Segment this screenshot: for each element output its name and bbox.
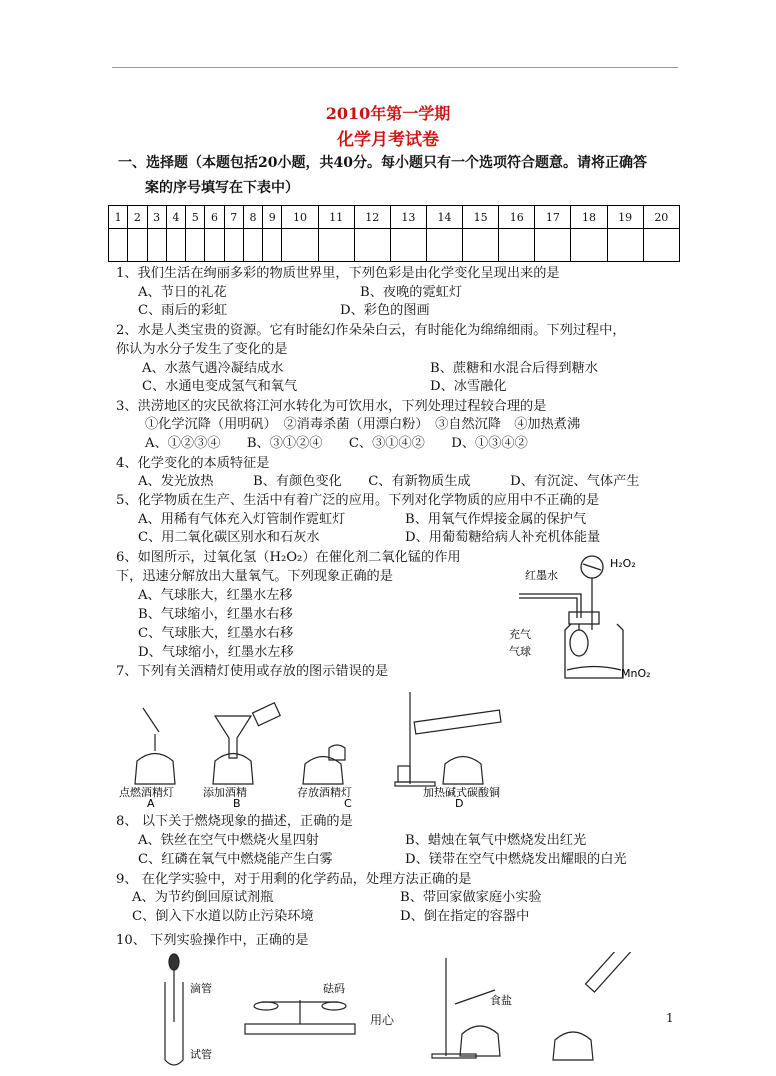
dropper-bulb-shape	[169, 954, 179, 970]
answer-number-cell: 6	[205, 206, 224, 229]
q3-stem: 3、洪涝地区的灾民欲将江河水转化为可饮用水，下列处理过程较合理的是	[116, 399, 547, 414]
answer-blank-cell[interactable]	[499, 229, 535, 262]
funnel-shape	[215, 716, 251, 758]
header-rule	[112, 67, 678, 68]
q2-option-d: D、冰雪融化	[430, 379, 507, 394]
q2-stem-2: 你认为水分子发生了变化的是	[116, 342, 288, 357]
answer-number-cell: 19	[607, 206, 643, 229]
answer-blank-cell[interactable]	[128, 229, 147, 262]
q1-option-b: B、夜晚的霓虹灯	[360, 285, 463, 300]
stopper-shape	[569, 612, 599, 624]
answer-table-blank-row	[109, 229, 680, 262]
fig10-label-sample: 食盐	[490, 994, 512, 1007]
fig6-label-h2o2: H₂O₂	[610, 557, 636, 570]
fig7-caption-a: 点燃酒精灯	[119, 786, 174, 799]
answer-blank-cell[interactable]	[643, 229, 679, 262]
q9-stem: 9、 在化学实验中，对于用剩的化学药品，处理方法正确的是	[116, 872, 472, 887]
fig10-label-dropper: 滴管	[190, 982, 212, 995]
answer-table-number-row	[109, 206, 680, 229]
fig7-caption-d: 加热碱式碳酸铜	[423, 786, 500, 799]
answer-blank-cell[interactable]	[571, 229, 607, 262]
answer-blank-cell[interactable]	[224, 229, 243, 262]
fig7-letter-d: D	[455, 797, 464, 808]
q1-option-a: A、节日的礼花	[138, 285, 227, 300]
answer-number-cell: 1	[109, 206, 128, 229]
q9-option-c: C、倒入下水道以防止污染环境	[132, 909, 314, 924]
q6-option-c: C、气球胀大，红墨水右移	[138, 626, 294, 641]
title-exam: 化学月考试卷	[337, 130, 439, 150]
q2-option-c: C、水通电变成氢气和氧气	[142, 379, 298, 394]
section-heading-line1: 一、选择题（本题包括20小题，共40分。每小题只有一个选项符合题意。请将正确答	[118, 155, 647, 171]
bottle-shape	[253, 703, 281, 726]
answer-number-cell: 18	[571, 206, 607, 229]
answer-blank-cell[interactable]	[205, 229, 224, 262]
answer-number-cell: 12	[354, 206, 390, 229]
answer-number-cell: 13	[390, 206, 426, 229]
answer-blank-cell[interactable]	[426, 229, 462, 262]
q5-option-a: A、用稀有气体充入灯管制作霓虹灯	[138, 512, 346, 527]
answer-blank-cell[interactable]	[166, 229, 185, 262]
q6-option-d: D、气球缩小，红墨水左移	[138, 645, 294, 660]
page-number: 1	[666, 1011, 674, 1025]
answer-blank-cell[interactable]	[243, 229, 262, 262]
q8-option-c: C、红磷在氧气中燃烧能产生白雾	[138, 852, 333, 867]
fig6-label-mno2: MnO₂	[621, 667, 651, 680]
lamp-a-shape	[135, 754, 175, 785]
q2-option-b: B、蔗糖和水混合后得到糖水	[430, 361, 598, 376]
answer-table	[108, 205, 680, 262]
q10-operations-figure	[150, 952, 670, 1072]
fig7-caption-c: 存放酒精灯	[297, 786, 352, 799]
q6-stem: 6、如图所示，过氧化氢（H₂O₂）在催化剂二氧化锰的作用	[116, 550, 461, 565]
section-heading-line2: 案的序号填写在下表中）	[145, 180, 299, 196]
answer-number-cell: 14	[426, 206, 462, 229]
q2-stem: 2、水是人类宝贵的资源。它有时能幻作朵朵白云，有时能化为绵绵细雨。下列过程中，	[116, 323, 626, 338]
q3-sub: ①化学沉降（用明矾） ②消毒杀菌（用漂白粉） ③自然沉降 ④加热煮沸	[145, 417, 581, 432]
answer-blank-cell[interactable]	[109, 229, 128, 262]
answer-blank-cell[interactable]	[463, 229, 499, 262]
q1-option-c: C、雨后的彩虹	[138, 303, 228, 318]
q5-option-b: B、用氧气作焊接金属的保护气	[405, 512, 587, 527]
q4-stem: 4、化学变化的本质特征是	[116, 456, 270, 471]
title-year: 2010年第一学期	[325, 104, 451, 123]
q5-option-c: C、用二氧化碳区别水和石灰水	[138, 530, 320, 545]
q8-option-a: A、铁丝在空气中燃烧火星四射	[138, 833, 319, 848]
lamp-c10-shape	[460, 1026, 500, 1056]
balance-base-shape	[245, 1024, 355, 1034]
fig10-label-tube: 试管	[190, 1048, 212, 1061]
lamp-c-shape	[303, 757, 343, 785]
answer-blank-cell[interactable]	[607, 229, 643, 262]
q5-stem: 5、化学物质在生产、生活中有着广泛的应用。下列对化学物质的应用中不正确的是	[116, 493, 600, 508]
fig7-letter-a: A	[147, 797, 155, 808]
test-tube-shape	[414, 710, 501, 734]
q4-options: A、发光放热 B、有颜色变化 C、有新物质生成 D、有沉淀、气体产生	[138, 474, 640, 489]
test-tube-d-shape	[586, 952, 642, 992]
q10-stem: 10、 下列实验操作中，正确的是	[116, 933, 309, 948]
q9-option-b: B、带回家做家庭小实验	[400, 890, 542, 905]
fig6-label-balloon-2: 气球	[509, 645, 531, 658]
answer-blank-cell[interactable]	[318, 229, 354, 262]
lamp-d10-shape	[553, 1032, 593, 1060]
fig6-label-balloon-1: 充气	[509, 628, 531, 641]
q5-option-d: D、用葡萄糖给病人补充机体能量	[405, 530, 601, 545]
answer-number-cell: 17	[535, 206, 571, 229]
fig6-label-ink: 红墨水	[525, 569, 558, 582]
q6-option-b: B、气球缩小，红墨水右移	[138, 607, 293, 622]
answer-number-cell: 10	[282, 206, 318, 229]
q3-options: A、①②③④ B、③①②④ C、③①④② D、①③④②	[145, 436, 528, 451]
answer-number-cell: 7	[224, 206, 243, 229]
fig7-letter-c: C	[344, 797, 352, 808]
footer-text: 用心	[370, 1013, 395, 1027]
balloon-shape	[570, 630, 588, 656]
fig10-label-weight: 砝码	[323, 982, 345, 995]
answer-blank-cell[interactable]	[147, 229, 166, 262]
q9-option-a: A、为节约倒回原试剂瓶	[132, 890, 274, 905]
q7-stem: 7、下列有关酒精灯使用或存放的图示错误的是	[116, 664, 389, 679]
answer-blank-cell[interactable]	[354, 229, 390, 262]
fig7-caption-b: 添加酒精	[203, 786, 247, 799]
answer-blank-cell[interactable]	[263, 229, 282, 262]
fig7-letter-b: B	[233, 797, 241, 808]
q6-option-a: A、气球胀大，红墨水左移	[138, 588, 293, 603]
answer-number-cell: 3	[147, 206, 166, 229]
answer-number-cell: 4	[166, 206, 185, 229]
answer-number-cell: 2	[128, 206, 147, 229]
answer-number-cell: 11	[318, 206, 354, 229]
answer-number-cell: 8	[243, 206, 262, 229]
q6-stem-2: 下，迅速分解放出大量氧气。下列现象正确的是	[116, 569, 393, 584]
q2-option-a: A、水蒸气遇冷凝结成水	[142, 361, 284, 376]
answer-blank-cell[interactable]	[186, 229, 205, 262]
beaker-shape	[398, 766, 410, 782]
q1-stem: 1、我们生活在绚丽多彩的物质世界里，下列色彩是由化学变化呈现出来的是	[116, 266, 560, 281]
answer-blank-cell[interactable]	[390, 229, 426, 262]
q8-option-b: B、蜡烛在氧气中燃烧发出红光	[405, 833, 587, 848]
answer-number-cell: 20	[643, 206, 679, 229]
answer-number-cell: 15	[463, 206, 499, 229]
q8-stem: 8、 以下关于燃烧现象的描述，正确的是	[116, 814, 353, 829]
q8-option-d: D、镁带在空气中燃烧发出耀眼的白光	[405, 852, 627, 867]
q7-lamp-figure	[115, 686, 505, 808]
q9-option-d: D、倒在指定的容器中	[400, 909, 530, 924]
answer-number-cell: 16	[499, 206, 535, 229]
q6-apparatus-figure	[505, 550, 675, 685]
lamp-d-shape	[443, 757, 483, 785]
q1-option-d: D、彩色的图画	[340, 303, 430, 318]
answer-blank-cell[interactable]	[282, 229, 318, 262]
answer-blank-cell[interactable]	[535, 229, 571, 262]
answer-number-cell: 9	[263, 206, 282, 229]
answer-number-cell: 5	[186, 206, 205, 229]
